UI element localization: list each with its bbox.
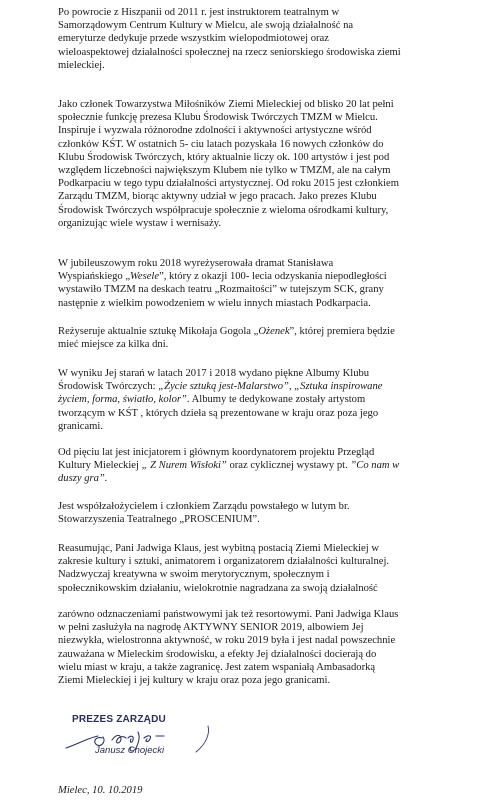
signature-block	[58, 714, 258, 764]
text-line: wielu miast w kraju, a także zagranicę. Jest zatem wspaniałą Ambasadorką	[58, 661, 376, 673]
text-line: Reżyseruje aktualnie sztukę Mikołaja Gogola „Ożenek”, której premiera będzie	[58, 326, 395, 337]
paragraph-wesele	[58, 257, 468, 310]
text-line: Od pięciu lat jest inicjatorem i głównym koordynatorem projektu Przegląd	[58, 447, 375, 458]
text-line: organizując wiele wystaw i wernisaży.	[58, 217, 221, 229]
album-title: „Sztuka inspirowane	[294, 381, 383, 393]
text-line: Środowisk Twórczych współpracuje społecznie z wieloma ośrodkami kultury,	[58, 204, 389, 216]
text-line: Podkarpaciu w tego typu działalności artystycznej. Od roku 2015 jest członkiem	[58, 178, 399, 190]
text-line: Wyspiańskiego „Wesele”, który z okazji 100- lecia odzyskania niepodległości	[58, 271, 387, 283]
paragraph-albums	[58, 367, 468, 433]
text-line: zarówno odznaczeniami państwowymi jak też resortowymi. Pani Jadwiga Klaus	[58, 609, 399, 620]
project-title: „ Z Nurem Wisłoki”	[141, 460, 227, 472]
play-title: Wesele	[130, 271, 160, 283]
text-line: zauważana w Mieleckim środowisku, a efekty Jej działalności docierają do	[58, 648, 377, 660]
text-line: Samorządowym Centrum Kultury w Mielcu, ale swoją działalność na	[58, 20, 354, 32]
text-line: względem liczebności największym Klubem nie tylko w TMZM, ale na całym	[58, 165, 391, 177]
text-line: Reasumując, Pani Jadwiga Klaus, jest wybitną postacią Ziemi Mieleckiej w	[58, 543, 379, 554]
paragraph-instructor	[58, 6, 468, 72]
text-line: W jubileuszowym roku 2018 wyreżyserowała dramat Stanisława	[58, 258, 334, 269]
handwritten-signature	[58, 714, 258, 764]
text-line	[58, 472, 468, 485]
text-line: Nadzwyczaj kreatywna w swoim merytorycznym, społecznym i	[58, 569, 330, 581]
text-line: następnie z wielkim powodzeniem w wielu innych miastach Podkarpacia.	[58, 297, 371, 309]
text-line: W wyniku Jej starań w latach 2017 i 2018 wydano piękne Albumy Klubu	[58, 368, 370, 379]
text-line: niezwykła, wielostronna aktywność, w roku 2019 była i jest nadal powszechnie	[58, 635, 396, 647]
paragraph-proscenium	[58, 500, 468, 526]
text-line: Ziemi Mieleckiej i jej kultury w kraju oraz poza jego granicami.	[58, 675, 331, 687]
paragraph-festival	[58, 446, 468, 486]
text-line: Środowisk Twórczych: „Życie sztuką jest-Malarstwo”, „Sztuka inspirowane	[58, 381, 383, 393]
text-line: Po powrocie z Hiszpanii od 2011 r. jest instruktorem teatralnym w	[58, 7, 340, 18]
exhibition-title: ”Co nam w	[350, 460, 400, 472]
text-line: członków KŚT. W ostatnich 5- ciu latach pozyskała 16 nowych członków do	[58, 138, 384, 150]
place-and-date: Mielec, 10. 10.2019	[58, 785, 143, 796]
text-line: społecznie funkcję prezesa Klubu Środowisk Twórczych TMZM w Mielcu.	[58, 112, 378, 124]
text-line: tworzącym w KŚT , których dzieła są prezentowane w kraju oraz poza jego	[58, 407, 379, 419]
exhibition-title: duszy gra”.	[58, 473, 108, 485]
signature-name: Janusz Chojecki	[95, 745, 165, 756]
text-line: mieleckiej.	[58, 59, 105, 71]
album-title: życiem, forma, światło, kolor”	[58, 394, 187, 406]
signature-title: PREZES ZARZĄDU	[72, 714, 166, 725]
text-line: Inspiruje i wyzwala różnorodne zdolności i aktywności artystyczne wśród	[58, 125, 372, 137]
text-line: Stowarzyszenia Teatralnego „PROSCENIUM”.	[58, 514, 260, 526]
text-line: Zarządu TMZM, biorąc aktywny udział w jego pracach. Jako prezes Klubu	[58, 191, 377, 203]
text-line: wieloaspektowej działalności społecznej na rzecz seniorskiego środowiska ziemi	[58, 46, 401, 58]
play-title: Ożenek	[258, 326, 290, 337]
text-line: Klubu Środowisk Twórczych, który aktualnie liczy ok. 100 artystów i jest pod	[58, 151, 390, 163]
text-line: mieć miejsce za kilka dni.	[58, 339, 169, 351]
text-line: Jest współzałożycielem i członkiem Zarządu powstałego w lutym br.	[58, 501, 350, 512]
paragraph-ozenek	[58, 325, 468, 351]
text-line: w pełni zasłużyła na nagrodę AKTYWNY SENIOR 2019, albowiem Jej	[58, 622, 364, 634]
paragraph-summary	[58, 542, 468, 595]
text-line: zakresie kultury i sztuki, animatorem i organizatorem działalności kulturalnej.	[58, 556, 390, 568]
text-line: społecznikowskim działaniu, wielokrotnie nagradzana za swoją działalność	[58, 582, 378, 594]
text-line: emeryturze dedykuje przede wszystkim wielopodmiotowej oraz	[58, 33, 329, 45]
paragraph-tmzm-membership	[58, 98, 468, 230]
text-line: wystawiło TMZM na deskach teatru „Rozmaitości” w tutejszym SCK, grany	[58, 284, 384, 296]
text-line: granicami.	[58, 420, 104, 432]
text-line: Jako członek Towarzystwa Miłośników Ziemi Mieleckiej od blisko 20 lat pełni	[58, 99, 394, 110]
album-title: „Życie sztuką jest-Malarstwo”	[158, 381, 289, 393]
text-line: Kultury Mieleckiej „ Z Nurem Wisłoki” oraz cyklicznej wystawy pt. ”Co nam w	[58, 460, 400, 472]
text-line: życiem, forma, światło, kolor”. Albumy te dedykowane zostały artystom	[58, 394, 366, 406]
paragraph-award	[58, 608, 468, 687]
